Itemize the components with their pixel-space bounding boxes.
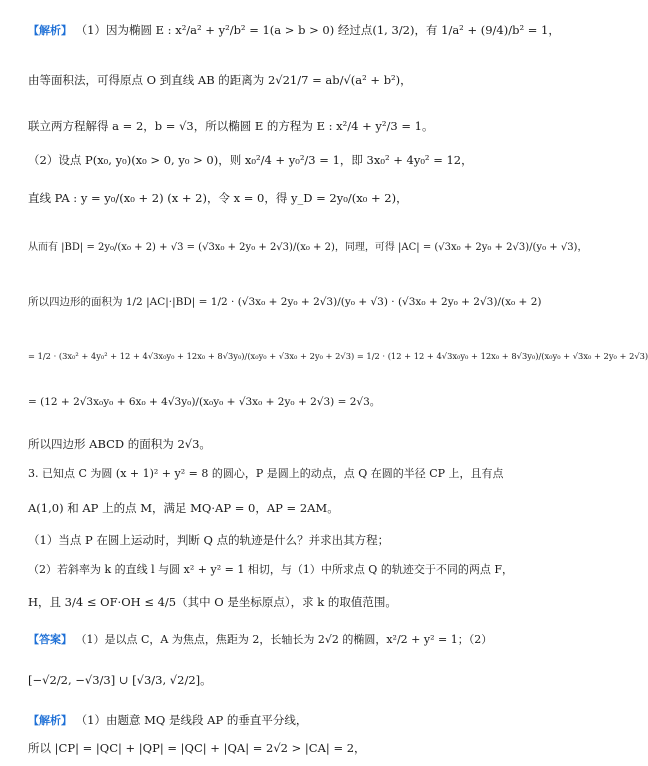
problem-line-3 [28,532,389,548]
solution-text: = 1/2 · (3x₀² + 4y₀² + 12 + 4√3x₀y₀ + 12x₀ + 8√3y₀)/(x₀y₀ + √3x₀ + 2y₀ + 2√3) = 1/2 · (12 + 12 + 4√3x₀y₀ + 12x₀ + 8√3y₀)/(x₀y₀ + √3x₀ + 2y₀ + 2√3) [28,351,648,361]
answer-line-1 [28,632,492,648]
analysis-tag: 【解析】 [28,714,72,727]
solution-text: 直线 PA : y = y₀/(x₀ + 2) (x + 2)，令 x = 0，得 y_D = 2y₀/(x₀ + 2)， [28,191,408,205]
solution-text: （2）设点 P(x₀, y₀)(x₀ > 0, y₀ > 0)，则 x₀²/4 + y₀²/3 = 1，即 3x₀² + 4y₀² = 12， [28,153,473,167]
solution-line-4 [28,152,473,168]
answer-line-2 [28,672,212,688]
solution-line-5 [28,190,408,206]
solution-line-10 [28,436,211,452]
problem-text: A(1,0) 和 AP 上的点 M，满足 MQ·AP = 0，AP = 2AM。 [28,501,339,515]
solution-text: 由等面积法，可得原点 O 到直线 AB 的距离为 2√21/7 = ab/√(a² + b²)， [28,73,412,87]
problem-line-2 [28,500,339,516]
solution-text: = (12 + 2√3x₀y₀ + 6x₀ + 4√3y₀)/(x₀y₀ + √3x₀ + 2y₀ + 2√3) = 2√3。 [28,396,381,408]
answer-tag: 【答案】 [28,633,72,646]
analysis-line-2 [28,740,366,756]
analysis-text: （1）由题意 MQ 是线段 AP 的垂直平分线， [75,713,308,727]
solution-text: 联立两方程解得 a = 2，b = √3，所以椭圆 E 的方程为 E : x²/4 + y²/3 = 1。 [28,119,434,133]
problem-line-4 [28,562,513,578]
solution-text: （1）因为椭圆 E : x²/a² + y²/b² = 1(a > b > 0) 经过点(1, 3/2)，有 1/a² + (9/4)/b² = 1， [75,23,560,37]
solution-line-8 [28,348,648,364]
solution-line-1 [28,22,560,39]
answer-text: （1）是以点 C，A 为焦点，焦距为 2，长轴长为 2√2 的椭圆，x²/2 + y² = 1；（2） [75,633,493,646]
analysis-line-1 [28,712,307,729]
solution-text: 所以四边形的面积为 1/2 |AC|·|BD| = 1/2 · (√3x₀ + 2y₀ + 2√3)/(y₀ + √3) · (√3x₀ + 2y₀ + 2√3)/(x₀ + 2) [28,296,542,308]
problem-text: （2）若斜率为 k 的直线 l 与圆 x² + y² = 1 相切，与（1）中所求点 Q 的轨迹交于不同的两点 F， [28,563,513,576]
solution-line-3 [28,118,433,134]
problem-text: 3. 已知点 C 为圆 (x + 1)² + y² = 8 的圆心，P 是圆上的动点，点 Q 在圆的半径 CP 上，且有点 [28,467,504,480]
solution-text: 从而有 |BD| = 2y₀/(x₀ + 2) + √3 = (√3x₀ + 2y₀ + 2√3)/(x₀ + 2)，同理，可得 |AC| = (√3x₀ + 2y₀ + 2√3)/(y₀ + √3)， [28,242,588,253]
problem-text: H，且 3/4 ≤ OF·OH ≤ 4/5（其中 O 是坐标原点），求 k 的取值范围。 [28,595,397,609]
solution-text: 所以四边形 ABCD 的面积为 2√3。 [28,437,211,451]
problem-line-1 [28,466,504,482]
solution-line-6 [28,240,587,256]
analysis-text: 所以 |CP| = |QC| + |QP| = |QC| + |QA| = 2√2 > |CA| = 2， [28,741,366,755]
solution-line-2 [28,72,412,88]
analysis-tag: 【解析】 [28,24,72,37]
answer-text: [−√2/2, −√3/3] ∪ [√3/3, √2/2]。 [28,673,212,687]
problem-line-5 [28,594,397,610]
solution-line-7 [28,294,541,310]
problem-text: （1）当点 P 在圆上运动时，判断 Q 点的轨迹是什么？并求出其方程； [28,533,390,547]
solution-line-9 [28,394,380,410]
